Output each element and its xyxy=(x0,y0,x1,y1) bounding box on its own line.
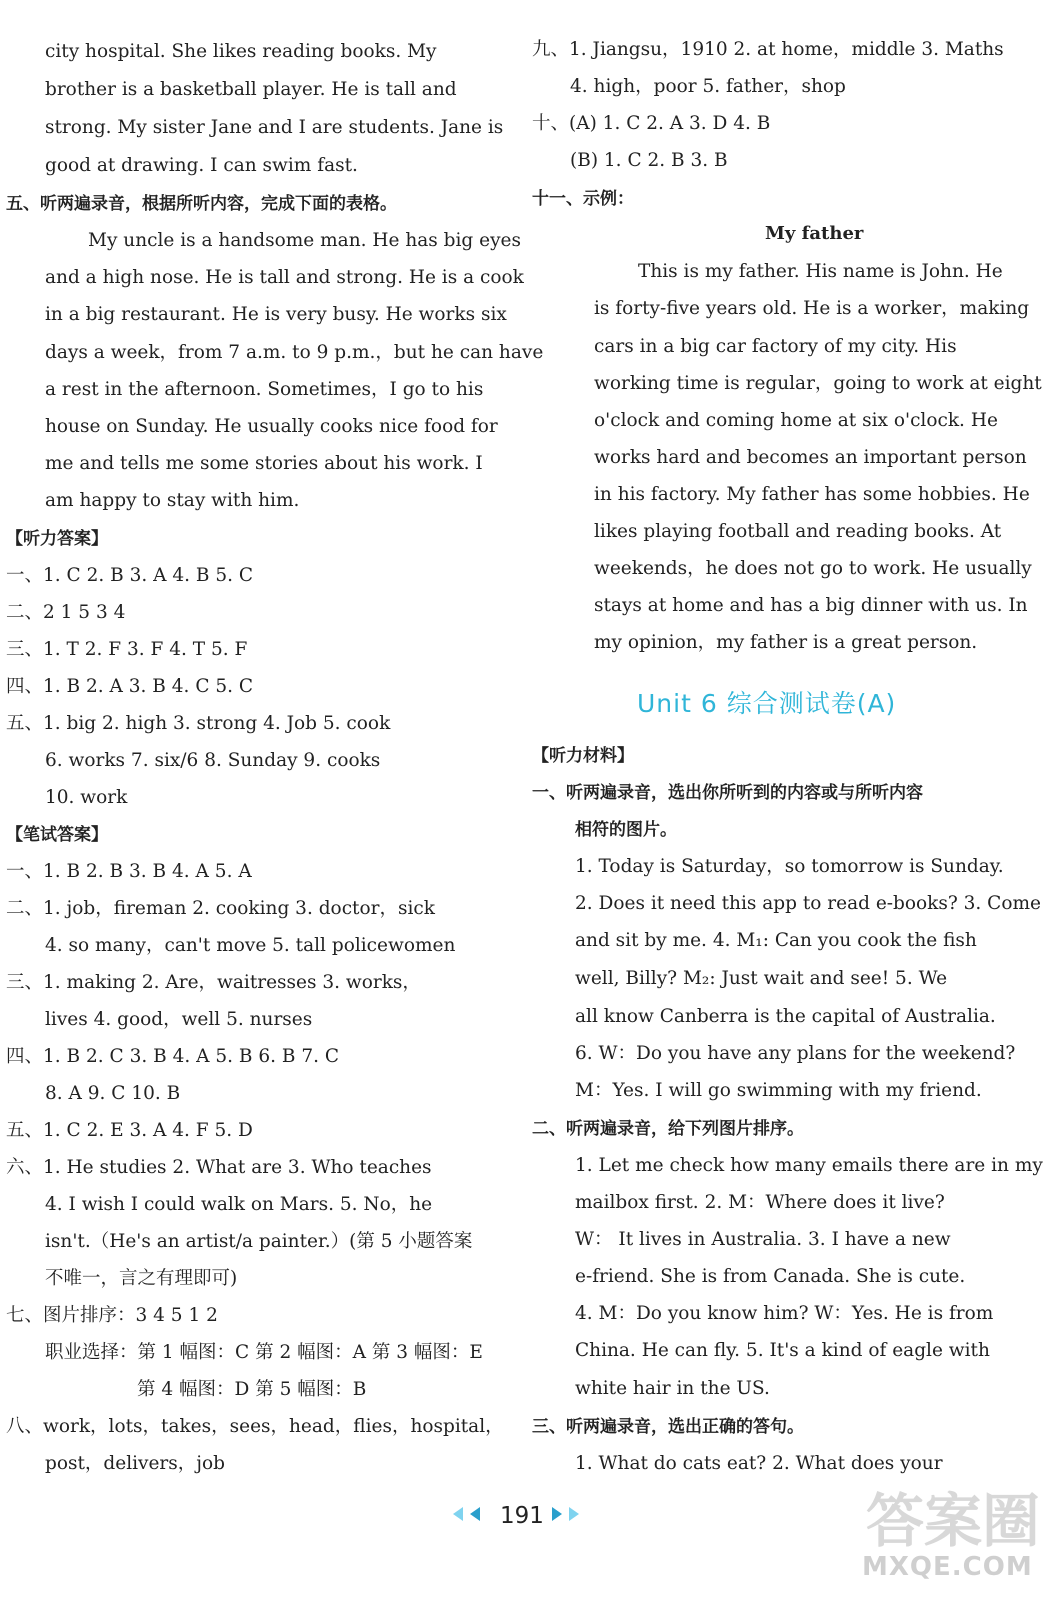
left-text-line: good at drawing. I can swim fast. xyxy=(45,155,358,176)
watermark-big: 答案圈 xyxy=(866,1487,1041,1555)
left-text-line: 4. so many，can't move 5. tall policewomen xyxy=(45,935,456,956)
left-text-line: 二、1. job，fireman 2. cooking 3. doctor，sick xyxy=(6,898,435,919)
right-text-line: 三、听两遍录音，选出正确的答句。 xyxy=(532,1417,804,1437)
left-text-line: 第 4 幅图：D 第 5 幅图：B xyxy=(137,1379,367,1400)
left-text-line: and a high nose. He is tall and strong. He is a cook xyxy=(45,267,524,288)
left-text-line: in a big restaurant. He is very busy. He works six xyxy=(45,304,507,325)
left-text-line: post，delivers，job xyxy=(45,1453,225,1474)
left-text-line: 6. works 7. six/6 8. Sunday 9. cooks xyxy=(45,750,381,771)
right-text-line: is forty-five years old. He is a worker，making xyxy=(594,298,1030,319)
right-text-line: 6. W：Do you have any plans for the weekend? xyxy=(575,1043,1016,1064)
left-text-line: 【听力答案】 xyxy=(6,529,108,549)
left-text-line: 五、听两遍录音，根据所听内容，完成下面的表格。 xyxy=(6,194,397,214)
right-text-line: 4. M：Do you know him? W：Yes. He is from xyxy=(575,1303,994,1324)
right-text-line: 【听力材料】 xyxy=(532,746,634,766)
left-text-line: isn't.（He's an artist/a painter.）(第 5 小题答案 xyxy=(45,1231,473,1252)
left-text-line: days a week，from 7 a.m. to 9 p.m.，but he can have xyxy=(45,342,544,363)
right-text-line: 十一、示例： xyxy=(532,189,634,209)
left-text-line: am happy to stay with him. xyxy=(45,490,300,511)
right-text-line: This is my father. His name is John. He xyxy=(638,261,1003,282)
right-text-line: cars in a big car factory of my city. His xyxy=(594,336,957,357)
right-text-line: 相符的图片。 xyxy=(575,820,677,840)
left-text-line: 四、1. B 2. A 3. B 4. C 5. C xyxy=(6,676,254,697)
left-text-line: a rest in the afternoon. Sometimes，I go to his xyxy=(45,379,484,400)
watermark-url: MXQE.COM xyxy=(862,1552,1033,1582)
left-text-line: 五、1. big 2. high 3. strong 4. Job 5. cook xyxy=(6,713,391,734)
left-text-line: 三、1. making 2. Are，waitresses 3. works， xyxy=(6,972,421,993)
right-text-line: works hard and becomes an important person xyxy=(594,447,1027,468)
right-text-line: M：Yes. I will go swimming with my friend. xyxy=(575,1080,982,1101)
essay-title: My father xyxy=(765,223,864,244)
left-text-line: 8. A 9. C 10. B xyxy=(45,1083,181,1104)
left-text-line: brother is a basketball player. He is tall and xyxy=(45,79,457,100)
right-text-line: working time is regular，going to work at eight xyxy=(594,373,1042,394)
right-text-line: likes playing football and reading books. At xyxy=(594,521,1002,542)
left-text-line: 4. I wish I could walk on Mars. 5. No，he xyxy=(45,1194,433,1215)
right-text-line: mailbox first. 2. M：Where does it live? xyxy=(575,1192,945,1213)
right-text-line: all know Canberra is the capital of Australia. xyxy=(575,1006,996,1027)
left-text-line: 职业选择：第 1 幅图：C 第 2 幅图：A 第 3 幅图：E xyxy=(45,1342,483,1363)
right-text-line: stays at home and has a big dinner with us. In xyxy=(594,595,1028,616)
left-text-line: 一、1. B 2. B 3. B 4. A 5. A xyxy=(6,861,252,882)
right-text-line: China. He can fly. 5. It's a kind of eagle with xyxy=(575,1340,990,1361)
right-text-line: 二、听两遍录音，给下列图片排序。 xyxy=(532,1119,804,1139)
left-text-line: My uncle is a handsome man. He has big eyes xyxy=(88,230,521,251)
right-text-line: 1. Let me check how many emails there are in my xyxy=(575,1155,1043,1176)
right-text-line: 2. Does it need this app to read e-books? 3. Come xyxy=(575,893,1041,914)
left-text-line: 六、1. He studies 2. What are 3. Who teaches xyxy=(6,1157,432,1178)
right-text-line: 1. What do cats eat? 2. What does your xyxy=(575,1453,943,1474)
left-text-line: 八、work，lots，takes，sees，head，flies，hospital， xyxy=(6,1416,504,1437)
right-text-line: my opinion，my father is a great person. xyxy=(594,632,978,653)
left-text-line: city hospital. She likes reading books. My xyxy=(45,41,437,62)
right-text-line: 一、听两遍录音，选出你所听到的内容或与所听内容 xyxy=(532,783,923,803)
right-text-line: 十、(A) 1. C 2. A 3. D 4. B xyxy=(532,113,771,134)
right-text-line: in his factory. My father has some hobbies. He xyxy=(594,484,1030,505)
left-text-line: 二、2 1 5 3 4 xyxy=(6,602,126,623)
next-arrow-dark-icon xyxy=(552,1507,562,1521)
left-text-line: house on Sunday. He usually cooks nice food for xyxy=(45,416,498,437)
next-arrow-light-icon xyxy=(569,1507,579,1521)
right-text-line: weekends，he does not go to work. He usually xyxy=(594,558,1032,579)
left-text-line: 三、1. T 2. F 3. F 4. T 5. F xyxy=(6,639,248,660)
left-text-line: 10. work xyxy=(45,787,128,808)
left-text-line: strong. My sister Jane and I are students. Jane is xyxy=(45,117,504,138)
prev-arrow-light-icon xyxy=(453,1507,463,1521)
right-text-line: e-friend. She is from Canada. She is cute. xyxy=(575,1266,966,1287)
right-text-line: 4. high，poor 5. father，shop xyxy=(570,76,846,97)
right-text-line: W： It lives in Australia. 3. I have a new xyxy=(575,1229,951,1250)
left-text-line: me and tells me some stories about his work. I xyxy=(45,453,483,474)
right-text-line: and sit by me. 4. M₁: Can you cook the fish xyxy=(575,930,977,951)
right-text-line: o'clock and coming home at six o'clock. He xyxy=(594,410,998,431)
left-text-line: 【笔试答案】 xyxy=(6,825,108,845)
unit-title: Unit 6 综合测试卷(A) xyxy=(637,689,897,718)
right-text-line: (B) 1. C 2. B 3. B xyxy=(570,150,728,171)
left-text-line: 四、1. B 2. C 3. B 4. A 5. B 6. B 7. C xyxy=(6,1046,340,1067)
left-text-line: 五、1. C 2. E 3. A 4. F 5. D xyxy=(6,1120,253,1141)
right-text-line: 九、1. Jiangsu，1910 2. at home，middle 3. Maths xyxy=(532,39,1004,60)
page-number: 191 xyxy=(500,1503,544,1529)
watermark-logo xyxy=(862,1468,1042,1588)
left-text-line: 一、1. C 2. B 3. A 4. B 5. C xyxy=(6,565,254,586)
left-text-line: lives 4. good，well 5. nurses xyxy=(45,1009,313,1030)
prev-arrow-dark-icon xyxy=(470,1507,480,1521)
right-text-line: 1. Today is Saturday，so tomorrow is Sunday. xyxy=(575,856,1004,877)
right-text-line: well, Billy? M₂: Just wait and see! 5. We xyxy=(575,968,948,989)
right-text-line: white hair in the US. xyxy=(575,1378,770,1399)
left-text-line: 不唯一，言之有理即可) xyxy=(45,1268,238,1289)
left-text-line: 七、图片排序：3 4 5 1 2 xyxy=(6,1305,218,1326)
